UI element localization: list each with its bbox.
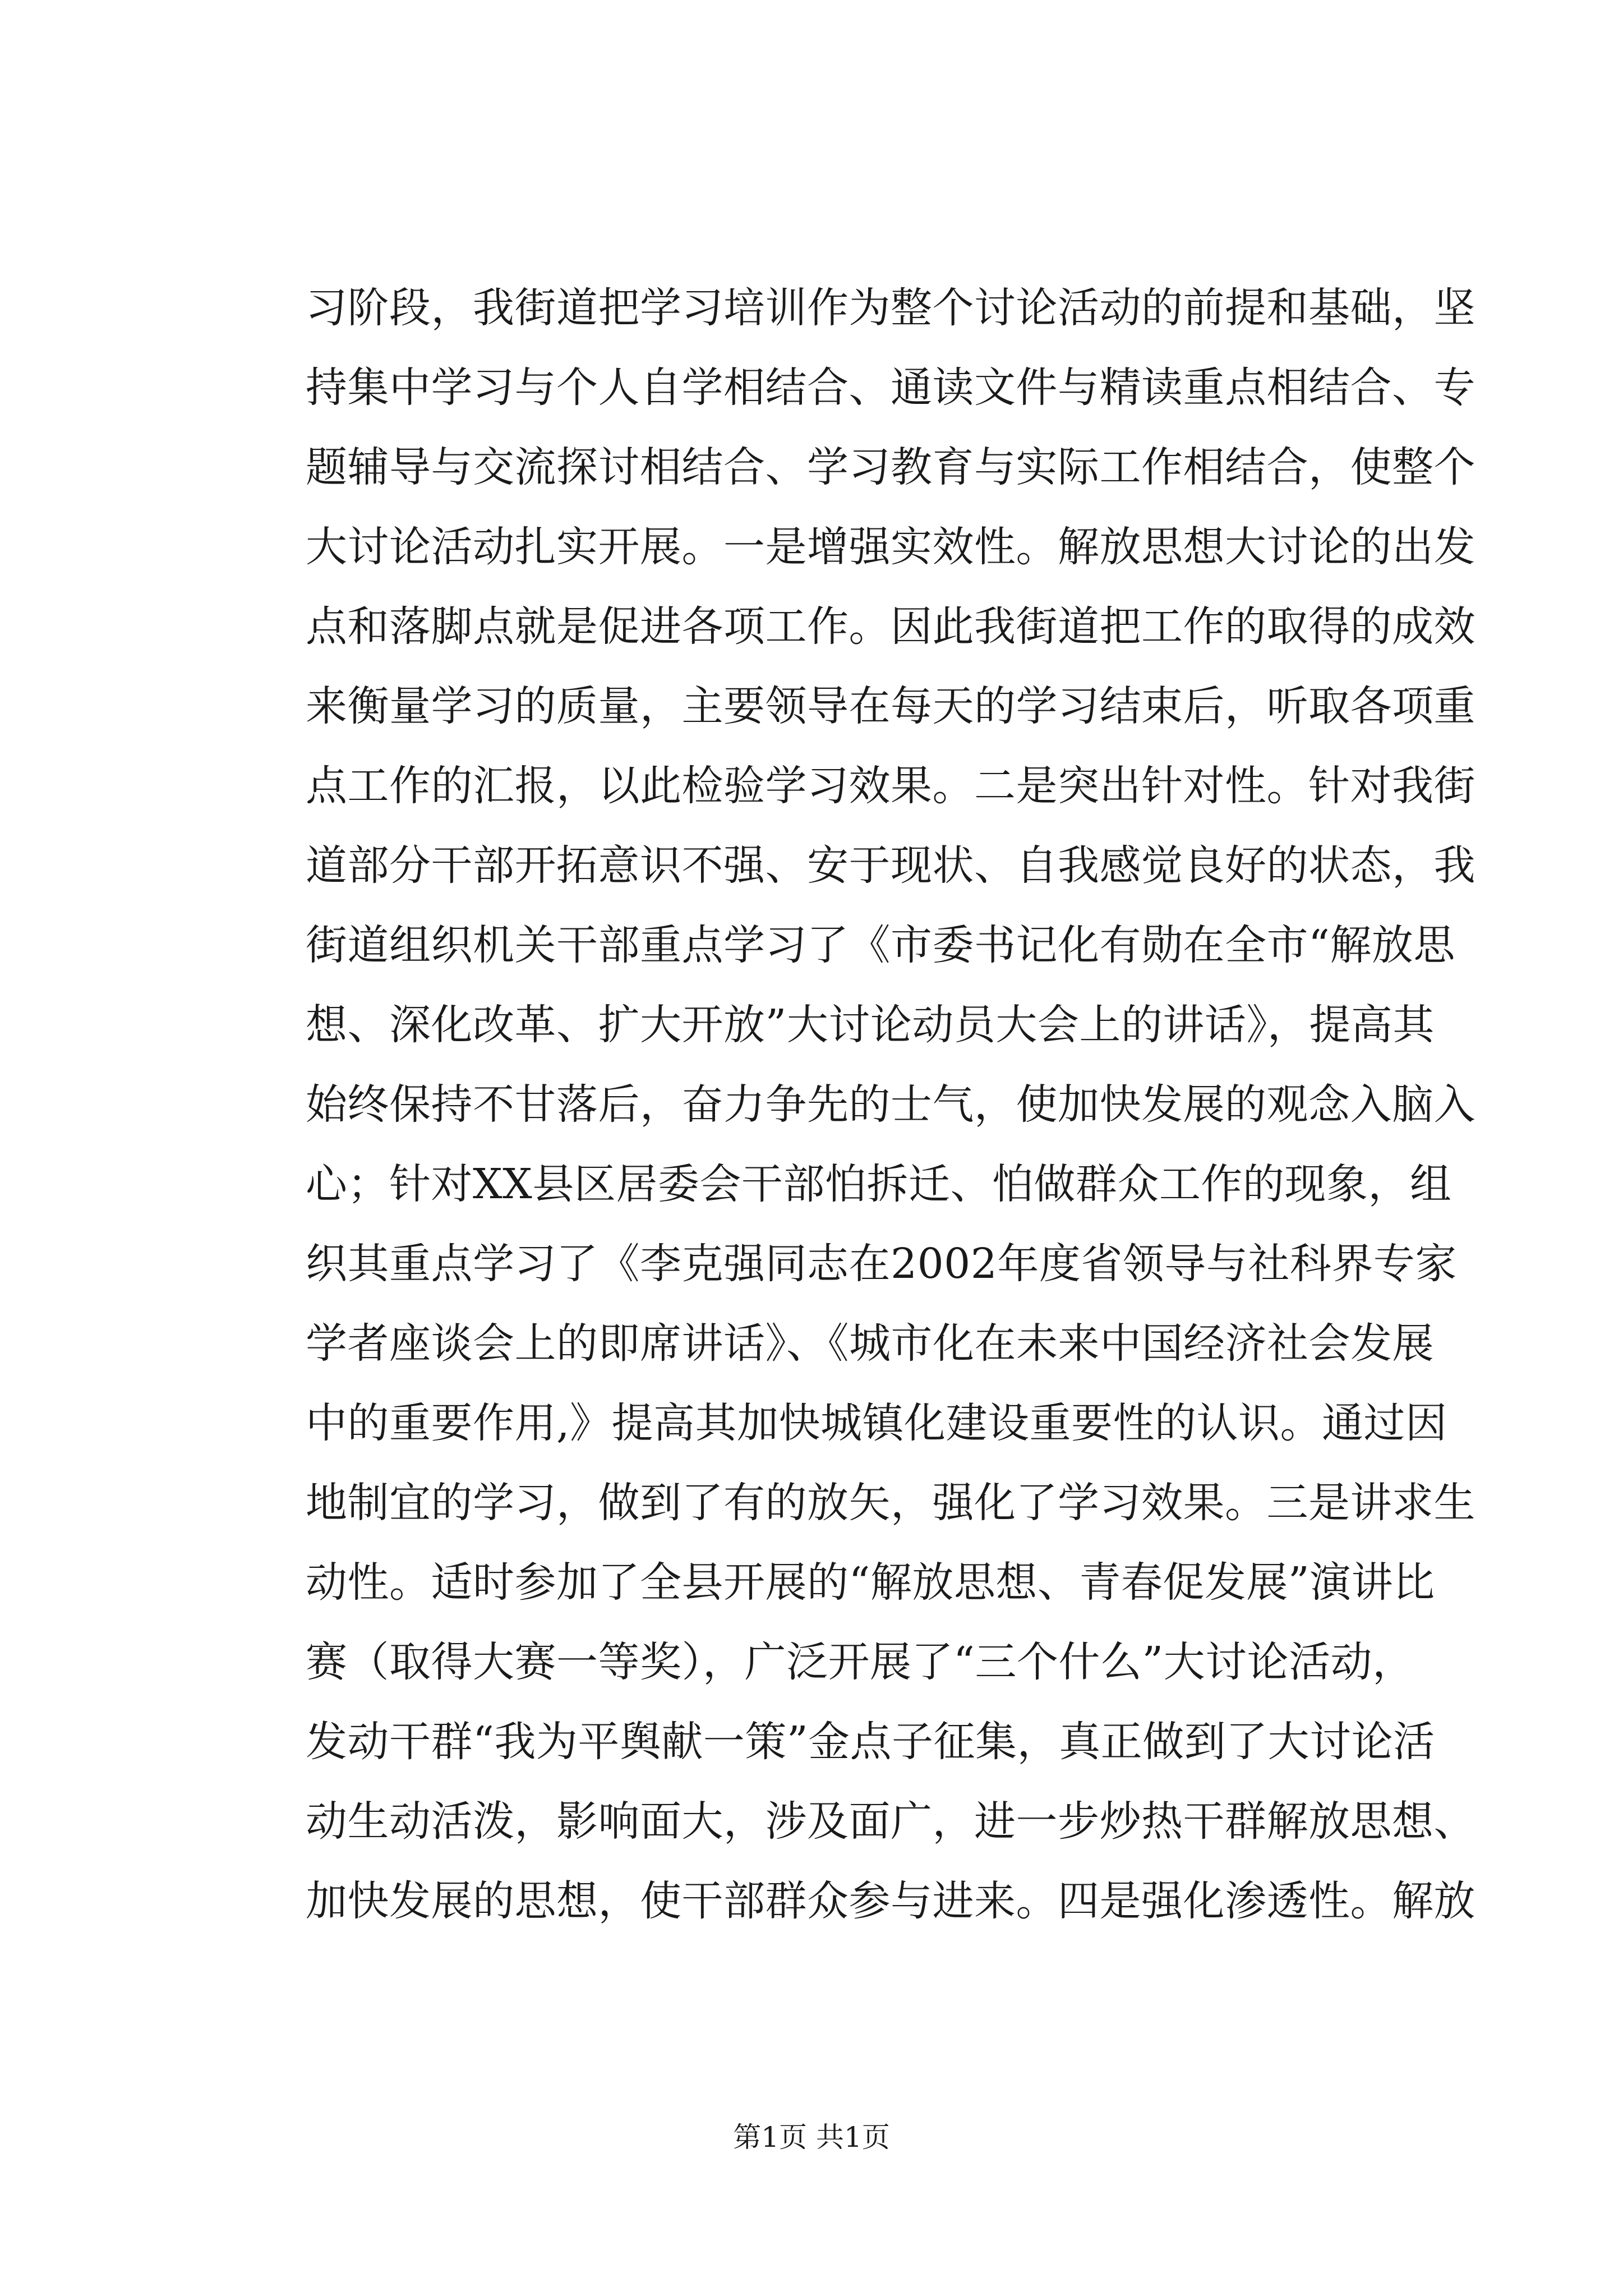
text-line: 动生动活泼，影响面大，涉及面广，进一步炒热干群解放思想、 bbox=[306, 1797, 1476, 1846]
text-line: 地制宜的学习，做到了有的放矢，强化了学习效果。三是讲求生 bbox=[306, 1479, 1476, 1527]
text-line: 赛（取得大赛一等奖），广泛开展了“三个什么”大讨论活动， bbox=[306, 1638, 1414, 1686]
text-line: 街道组织机关干部重点学习了《市委书记化有勋在全市“解放思 bbox=[306, 921, 1455, 969]
text-line: 来衡量学习的质量，主要领导在每天的学习结束后，听取各项重 bbox=[306, 682, 1476, 730]
text-line: 道部分干部开拓意识不强、安于现状、自我感觉良好的状态，我 bbox=[306, 841, 1476, 890]
text-line: 题辅导与交流探讨相结合、学习教育与实际工作相结合，使整个 bbox=[306, 443, 1476, 491]
text-line: 加快发展的思想，使干部群众参与进来。四是强化渗透性。解放 bbox=[306, 1877, 1476, 1925]
text-line: 想、深化改革、扩大开放”大讨论动员大会上的讲话》，提高其 bbox=[306, 1001, 1435, 1049]
text-line: 始终保持不甘落后，奋力争先的士气，使加快发展的观念入脑入 bbox=[306, 1080, 1476, 1129]
text-line: 习阶段，我街道把学习培训作为整个讨论活动的前提和基础，坚 bbox=[306, 284, 1476, 332]
text-line: 学者座谈会上的即席讲话》、《城市化在未来中国经济社会发展 bbox=[306, 1319, 1434, 1368]
text-line: 织其重点学习了《李克强同志在2002年度省领导与社科界专家 bbox=[306, 1240, 1457, 1288]
text-line: 心；针对XX县区居委会干部怕拆迁、怕做群众工作的现象，组 bbox=[306, 1160, 1452, 1208]
text-line: 点工作的汇报，以此检验学习效果。二是突出针对性。针对我街 bbox=[306, 762, 1476, 810]
text-line: 大讨论活动扎实开展。一是增强实效性。解放思想大讨论的出发 bbox=[306, 523, 1476, 571]
page-footer bbox=[0, 2115, 1623, 2155]
text-line: 中的重要作用,》提高其加快城镇化建设重要性的认识。通过因 bbox=[306, 1399, 1447, 1447]
body-text bbox=[306, 268, 1476, 1941]
text-line: 动性。适时参加了全县开展的“解放思想、青春促发展”演讲比 bbox=[306, 1558, 1435, 1607]
text-line: 发动干群“我为平舆献一策”金点子征集，真正做到了大讨论活 bbox=[306, 1718, 1435, 1766]
text-line: 持集中学习与个人自学相结合、通读文件与精读重点相结合、专 bbox=[306, 364, 1476, 412]
text-line: 点和落脚点就是促进各项工作。因此我街道把工作的取得的成效 bbox=[306, 602, 1476, 651]
page-number: 第1页 共1页 bbox=[733, 2121, 890, 2154]
